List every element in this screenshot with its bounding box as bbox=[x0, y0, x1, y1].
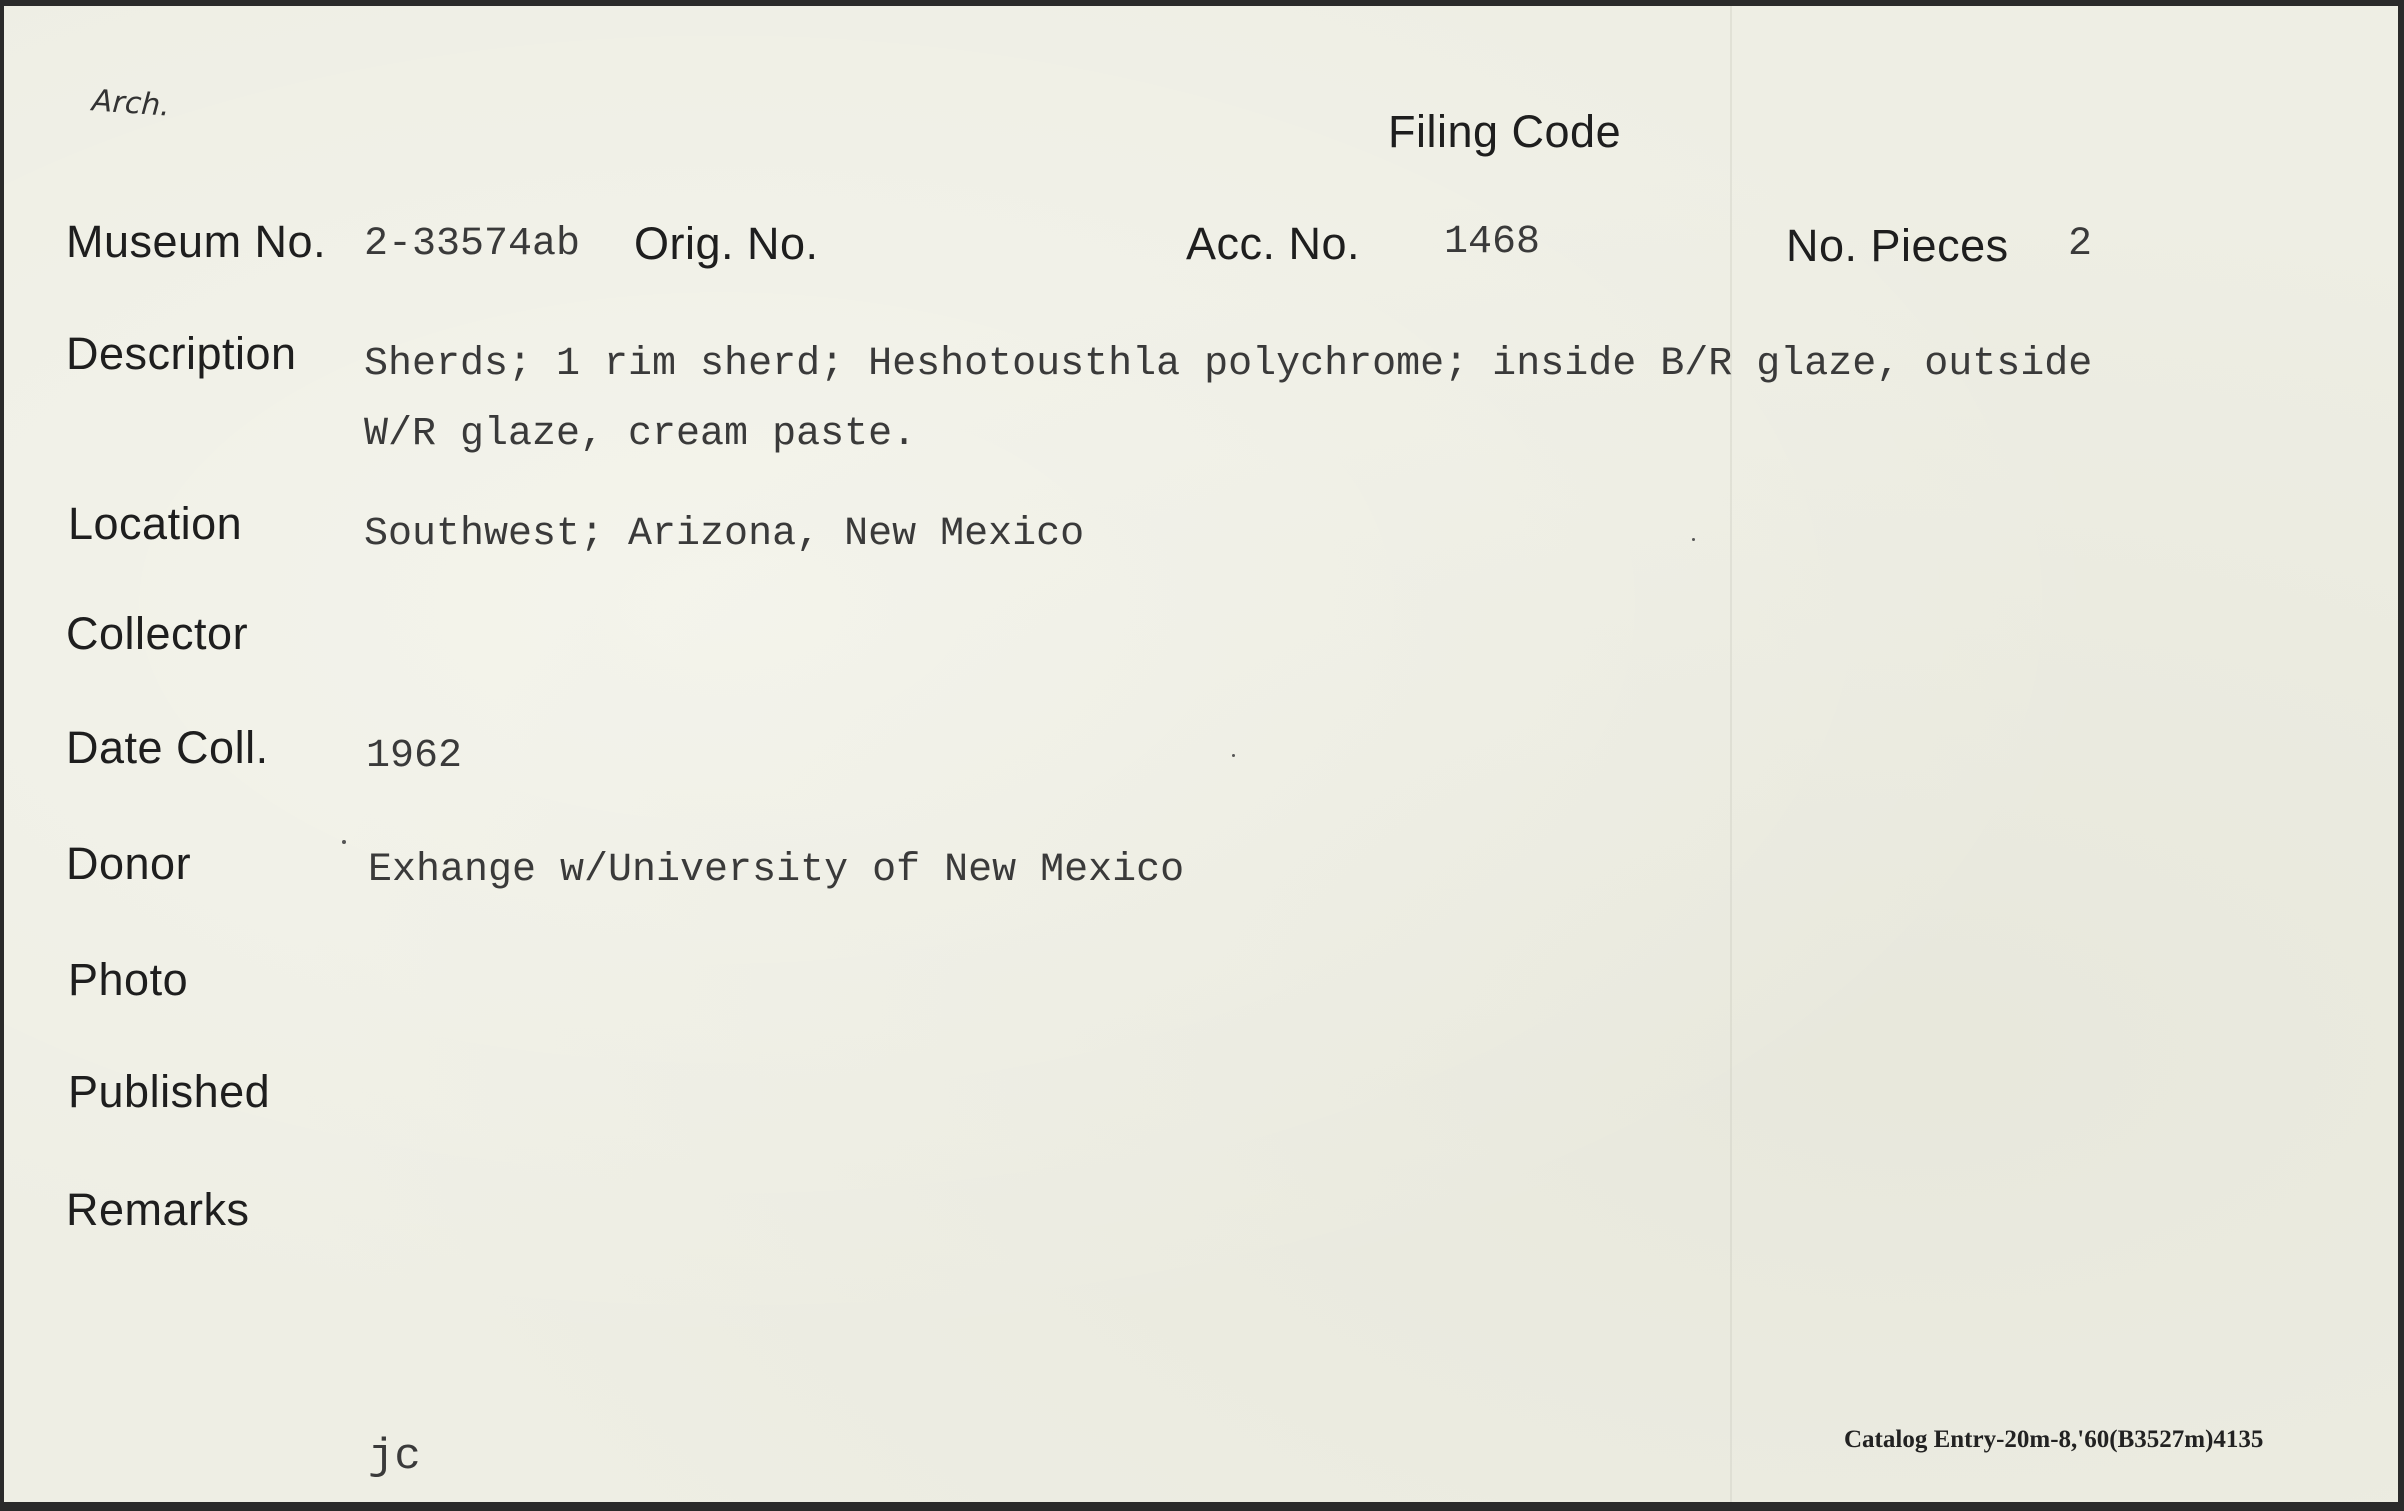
ink-speck bbox=[1232, 754, 1235, 757]
description-label: Description bbox=[66, 328, 297, 379]
location-label: Location bbox=[68, 498, 243, 549]
location-value: Southwest; Arizona, New Mexico bbox=[364, 512, 1085, 557]
remarks-label: Remarks bbox=[66, 1184, 250, 1235]
department-mark: Arch. bbox=[90, 83, 172, 124]
card-crease bbox=[1730, 6, 1732, 1502]
date-coll-value: 1962 bbox=[366, 734, 463, 779]
no-pieces-label: No. Pieces bbox=[1786, 220, 2009, 271]
date-coll-label: Date Coll. bbox=[66, 722, 269, 773]
acc-no-value: 1468 bbox=[1444, 220, 1541, 265]
ink-speck bbox=[1692, 538, 1695, 541]
collector-label: Collector bbox=[66, 608, 249, 659]
cataloger-initials: jc bbox=[368, 1432, 421, 1482]
no-pieces-value: 2 bbox=[2068, 222, 2093, 267]
donor-value: Exhange w/University of New Mexico bbox=[368, 848, 1185, 893]
acc-no-label: Acc. No. bbox=[1186, 218, 1361, 269]
ink-speck bbox=[342, 840, 346, 844]
description-line-1: Sherds; 1 rim sherd; Heshotousthla polychrome; inside B/R glaze, outside bbox=[364, 342, 2093, 387]
catalog-card bbox=[4, 6, 2398, 1502]
museum-no-label: Museum No. bbox=[66, 216, 327, 267]
printer-footer: Catalog Entry-20m-8,'60(B3527m)4135 bbox=[1844, 1426, 2264, 1453]
museum-no-value: 2-33574ab bbox=[364, 222, 581, 267]
photo-label: Photo bbox=[68, 954, 189, 1005]
donor-label: Donor bbox=[66, 838, 192, 889]
orig-no-label: Orig. No. bbox=[634, 218, 819, 269]
description-line-2: W/R glaze, cream paste. bbox=[364, 412, 917, 457]
filing-code-label: Filing Code bbox=[1388, 106, 1622, 157]
published-label: Published bbox=[68, 1066, 271, 1117]
